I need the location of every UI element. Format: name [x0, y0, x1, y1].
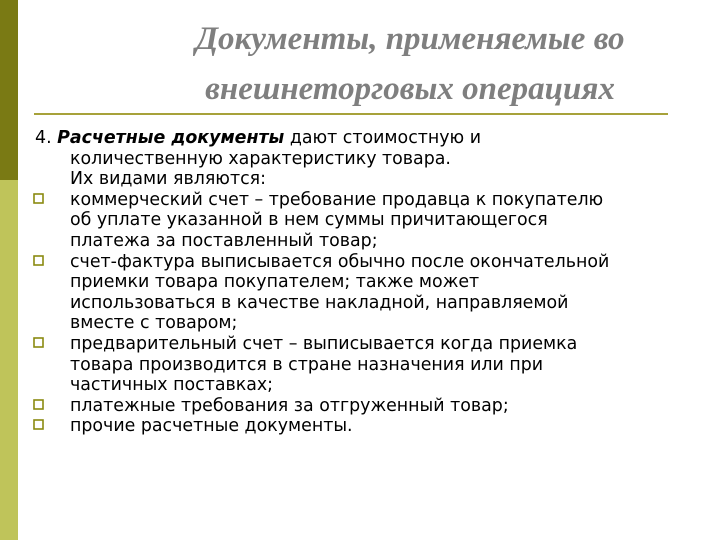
sidebar-accent-light: [0, 180, 18, 540]
bullet-item: [35, 190, 695, 252]
title-line-2: внешнеторговых операциях: [205, 71, 615, 107]
bullet-line: платежные требования за отгруженный товар;: [70, 395, 509, 416]
bullet-line: счет-фактура выписывается обычно после окончательной: [70, 251, 610, 272]
bullet-line: об уплате указанной в нем суммы причитающегося: [70, 210, 548, 231]
bullet-item: [35, 416, 695, 437]
intro-rest: дают стоимостную и: [284, 128, 482, 148]
title-divider: [34, 113, 668, 115]
slide-title: [120, 14, 700, 114]
sidebar-accent-dark: [0, 0, 18, 180]
hollow-square-bullet-icon: [33, 399, 47, 413]
bullet-line: товара производится в стране назначения или при: [70, 354, 544, 375]
hollow-square-bullet-icon: [33, 337, 47, 351]
bullet-line: платежа за поставленный товар;: [70, 230, 378, 251]
bullet-item: [35, 334, 695, 396]
bullet-line: прочие расчетные документы.: [70, 416, 353, 437]
intro-number: 4.: [35, 128, 52, 148]
slide-body: [35, 128, 695, 437]
intro-line-3: Их видами являются:: [70, 169, 266, 190]
intro-bold-text: Расчетные документы: [57, 128, 285, 148]
intro-line-2: количественную характеристику товара.: [70, 148, 451, 169]
bullet-line: коммерческий счет – требование продавца к покупателю: [70, 189, 604, 210]
bullet-item: [35, 252, 695, 334]
bullet-list: [35, 190, 695, 437]
hollow-square-bullet-icon: [33, 255, 47, 269]
bullet-item: [35, 396, 695, 417]
hollow-square-bullet-icon: [33, 419, 47, 433]
title-line-1: Документы, применяемые во: [195, 21, 625, 57]
bullet-line: использоваться в качестве накладной, направляемой: [70, 292, 569, 313]
bullet-line: приемки товара покупателем; также может: [70, 272, 480, 293]
bullet-line: предварительный счет – выписывается когда приемка: [70, 333, 578, 354]
hollow-square-bullet-icon: [33, 193, 47, 207]
bullet-line: частичных поставках;: [70, 375, 274, 396]
intro-line-1: [35, 128, 695, 149]
bullet-line: вместе с товаром;: [70, 313, 238, 334]
